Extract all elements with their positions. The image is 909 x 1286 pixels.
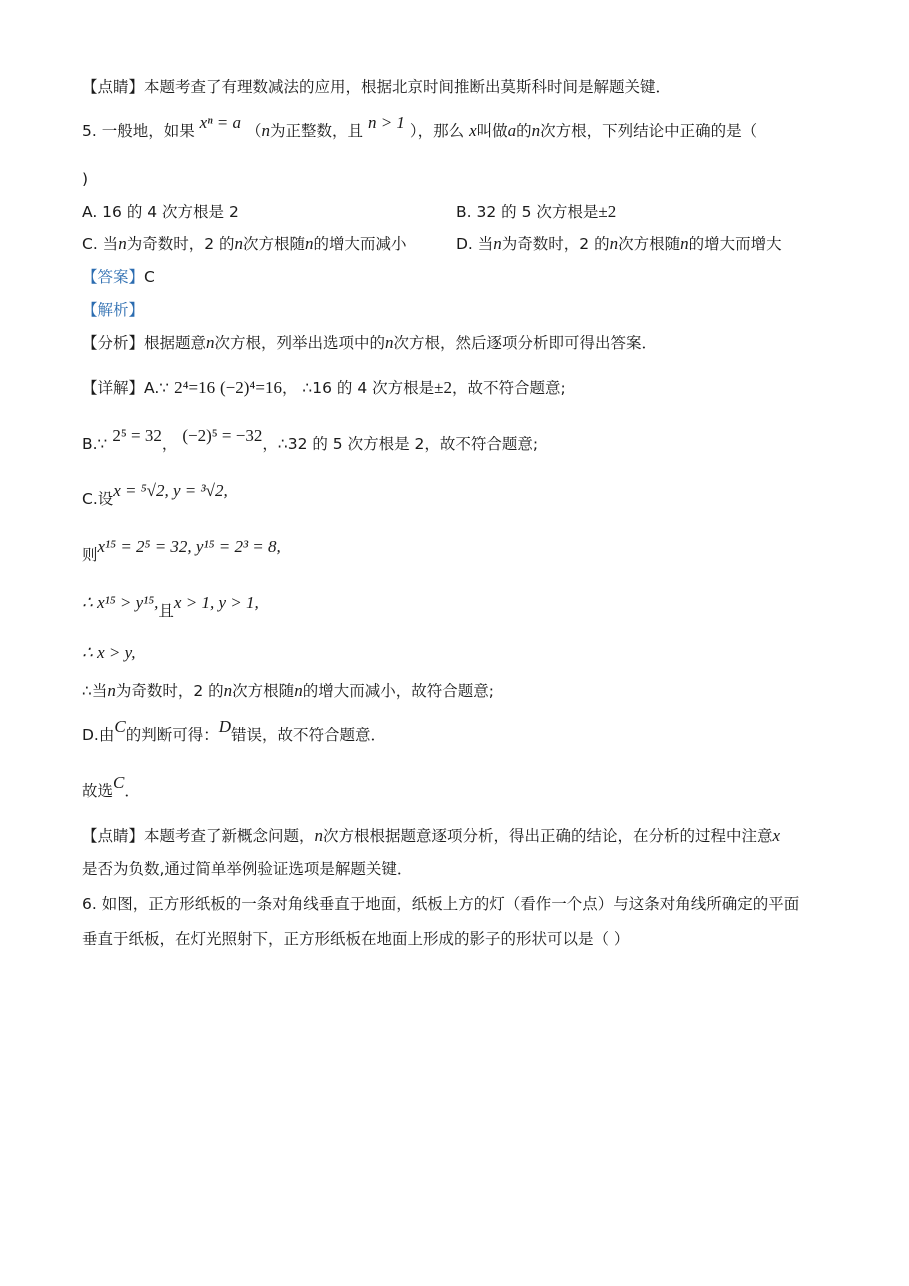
detail-c: C.设x = ⁵√2, y = ³√2, [82, 481, 228, 508]
q5-close-paren: ) [82, 170, 89, 188]
detail-c5: ∴当n为奇数时，2 的n次方根随n的增大而减小，故符合题意; [82, 681, 494, 700]
answer-value: C [144, 268, 155, 286]
q5-condition: n > 1 [367, 113, 405, 132]
q6-line2: 垂直于纸板，在灯光照射下，正方形纸板在地面上形成的影子的形状可以是（ ） [82, 930, 630, 948]
detail-c4: ∴ x > y, [82, 643, 136, 662]
q5-stem: 5. 一般地，如果 xⁿ = a （n为正整数，且 n > 1 ），那么 x叫做a的n次方根，下列结论中正确的是（ [82, 113, 758, 140]
prev-comment: 【点睛】本题考查了有理数减法的应用，根据北京时间推断出莫斯科时间是解题关键． [82, 78, 672, 96]
option-c: C. 当n为奇数时，2 的n次方根随n的增大而减小 [82, 234, 407, 253]
analysis-label: 【解析】 [82, 301, 145, 319]
q5-equation: xⁿ = a [199, 113, 242, 132]
detail-c3: ∴ x¹⁵ > y¹⁵,且x > 1, y > 1, [82, 593, 259, 620]
option-a: A. 16 的 4 次方根是 2 [82, 203, 239, 221]
detail-d: D.由C的判断可得：D错误，故不符合题意． [82, 717, 387, 744]
dianjing-line2: 是否为负数,通过简单举例验证选项是解题关键． [82, 860, 413, 878]
answer-label: 【答案】 [82, 268, 145, 286]
detail-c2: 则x¹⁵ = 2⁵ = 32, y¹⁵ = 2³ = 8, [82, 537, 281, 564]
fenxi: 【分析】根据题意n次方根，列举出选项中的n次方根，然后逐项分析即可得出答案． [82, 333, 658, 352]
final-pick: 故选C． [82, 773, 140, 800]
answer [82, 266, 155, 288]
detail-a: 【详解】A.∵ 2⁴=16 (−2)⁴=16， ∴16 的 4 次方根是±2，故不符合题意; [82, 378, 566, 397]
option-d: D. 当n为奇数时，2 的n次方根随n的增大而增大 [456, 234, 782, 253]
q6-line1: 6. 如图，正方形纸板的一条对角线垂直于地面，纸板上方的灯（看作一个点）与这条对角线所确定的平面 [82, 895, 800, 913]
dianjing-line1: 【点睛】本题考查了新概念问题，n次方根根据题意逐项分析，得出正确的结论，在分析的过程中注意x [82, 826, 781, 845]
detail-b: B.∵ 2⁵ = 32， (−2)⁵ = −32，∴32 的 5 次方根是 2，故不符合题意; [82, 426, 539, 453]
option-b: B. 32 的 5 次方根是±2 [456, 202, 617, 221]
